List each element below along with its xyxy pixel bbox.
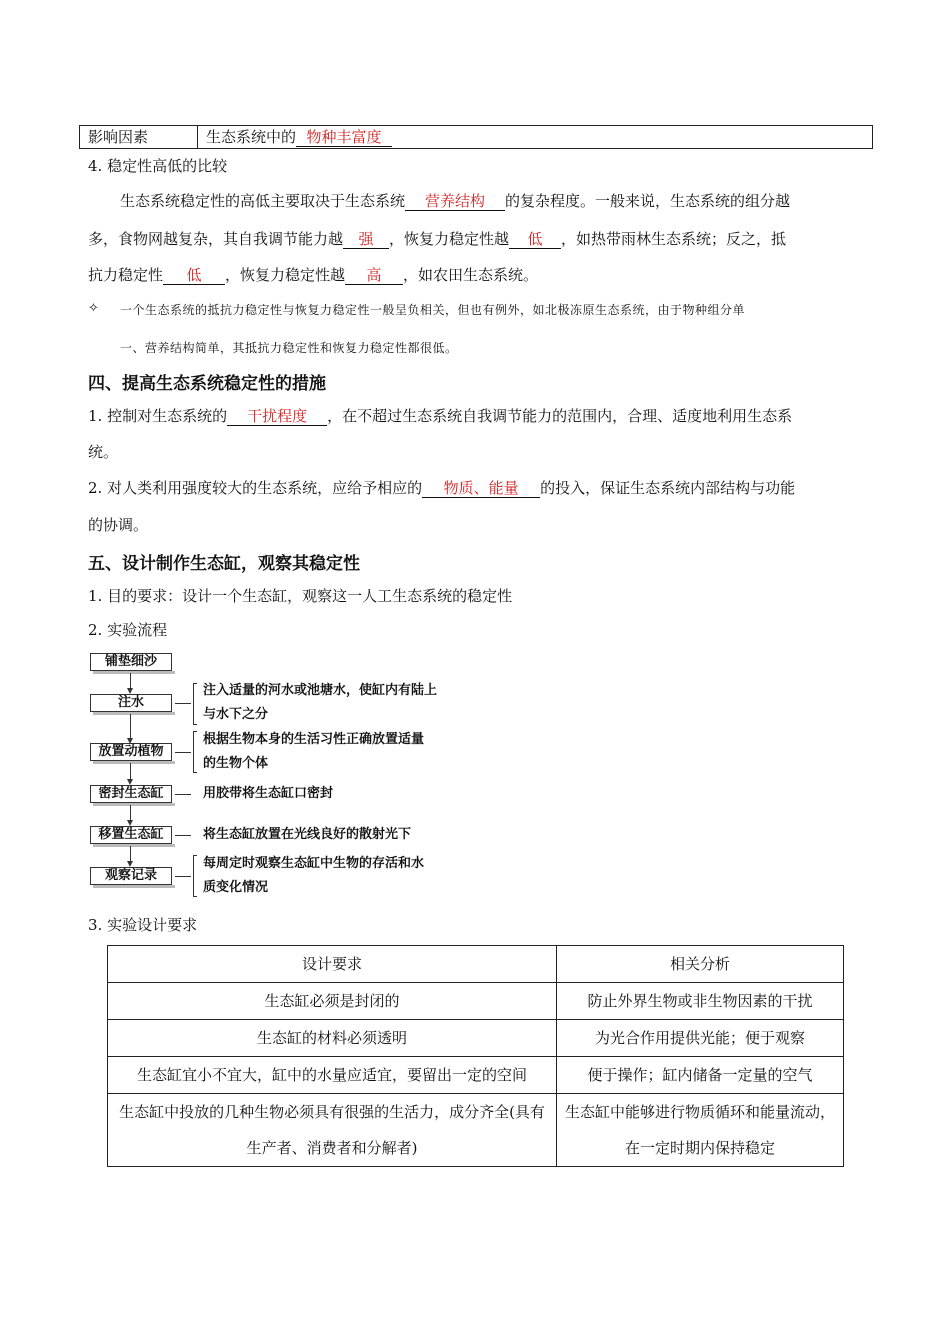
- design-requirements-title: 3. 实验设计要求: [88, 916, 198, 934]
- table-cell: 为光合作用提供光能；便于观察: [557, 1020, 844, 1057]
- table-cell: 生态缸宜小不宜大，缸中的水量应适宜，要留出一定的空间: [108, 1057, 557, 1094]
- flow-arrow: [130, 805, 131, 824]
- section-4-title: 4. 稳定性高低的比较: [88, 157, 228, 175]
- text-segment: ，恢复力稳定性越: [389, 230, 510, 248]
- text-segment: 生态系统稳定性的高低主要取决于生态系统: [120, 192, 406, 210]
- flow-arrow: [130, 673, 131, 692]
- text-segment: 的投入，保证生态系统内部结构与功能: [540, 479, 796, 497]
- note-line-2: 一、营养结构简单，其抵抗力稳定性和恢复力稳定性都很低。: [120, 341, 458, 355]
- flow-connector: [175, 876, 191, 877]
- flow-step-sand: 铺垫细沙: [90, 653, 172, 671]
- note-icon: ✧: [88, 301, 100, 316]
- table-cell: 生态缸中能够进行物质循环和能量流动，在一定时期内保持稳定: [557, 1094, 844, 1167]
- text-segment: ，如热带雨林生态系统；反之，抵: [561, 230, 787, 248]
- table-cell: 防止外界生物或非生物因素的干扰: [557, 983, 844, 1020]
- measure-1-line-1: [88, 405, 792, 426]
- flow-step-seal: 密封生态缸: [90, 785, 172, 803]
- measure-2-line-1: [88, 477, 795, 498]
- table-row: [108, 1094, 844, 1167]
- answer-blank-matter-energy: 物质、能量: [422, 480, 540, 498]
- table-header: 相关分析: [557, 946, 844, 983]
- heading-design-eco-tank: 五、设计制作生态缸，观察其稳定性: [88, 554, 360, 574]
- answer-blank-interference: 干扰程度: [227, 408, 327, 426]
- flow-connector: [175, 794, 191, 795]
- flow-step-place-organisms: 放置动植物: [90, 743, 172, 761]
- influence-factor-value: [198, 126, 392, 148]
- flow-bracket: [193, 731, 197, 773]
- flow-connector: [175, 752, 191, 753]
- table-row: [108, 1057, 844, 1094]
- flow-connector: [175, 835, 191, 836]
- flow-desc-water-2: 与水下之分: [203, 707, 269, 722]
- text-segment: 多，食物网越复杂，其自我调节能力越: [88, 230, 344, 248]
- heading-improve-stability: 四、提高生态系统稳定性的措施: [88, 374, 326, 394]
- influence-prefix: 生态系统中的: [206, 128, 297, 146]
- answer-blank-low-2: 低: [163, 267, 225, 285]
- flow-arrow: [130, 763, 131, 783]
- flow-step-water: 注水: [90, 694, 172, 712]
- measure-2-line-2: 的协调。: [88, 516, 149, 534]
- flow-desc-move: 将生态缸放置在光线良好的散射光下: [203, 827, 412, 842]
- flow-bracket: [193, 855, 197, 897]
- flow-arrow: [130, 846, 131, 865]
- answer-blank-nutrition-structure: 营养结构: [405, 193, 505, 211]
- note-line-1: 一个生态系统的抵抗力稳定性与恢复力稳定性一般呈负相关，但也有例外，如北极冻原生态系统，由于物种组分单: [120, 303, 746, 317]
- table-cell: 生态缸必须是封闭的: [108, 983, 557, 1020]
- flow-step-move: 移置生态缸: [90, 826, 172, 844]
- flow-desc-observe-2: 质变化情况: [203, 880, 269, 895]
- table-row: [108, 983, 844, 1020]
- design-requirements-table: [107, 945, 844, 1167]
- answer-blank-low-1: 低: [509, 231, 561, 249]
- influence-factor-table: [79, 125, 873, 149]
- text-segment: 抗力稳定性: [88, 266, 164, 284]
- experiment-flow-title: 2. 实验流程: [88, 621, 168, 639]
- text-segment: 的复杂程度。一般来说，生态系统的组分越: [505, 192, 791, 210]
- purpose-requirement: 1. 目的要求：设计一个生态缸，观察这一人工生态系统的稳定性: [88, 587, 513, 605]
- paragraph-line-3: [88, 264, 538, 285]
- text-segment: 2. 对人类利用强度较大的生态系统，应给予相应的: [88, 479, 423, 497]
- flow-bracket: [193, 683, 197, 725]
- flow-desc-water-1: 注入适量的河水或池塘水，使缸内有陆上: [203, 683, 438, 698]
- influence-factor-label: 影响因素: [80, 126, 198, 148]
- paragraph-line-1: [120, 190, 790, 211]
- answer-blank-strong: 强: [343, 231, 389, 249]
- answer-blank-species-richness: 物种丰富度: [296, 129, 392, 147]
- flow-desc-place-1: 根据生物本身的生活习性正确放置适量: [203, 732, 425, 747]
- text-segment: ，如农田生态系统。: [403, 266, 539, 284]
- flow-desc-place-2: 的生物个体: [203, 756, 269, 771]
- text-segment: ，在不超过生态系统自我调节能力的范围内，合理、适度地利用生态系: [327, 407, 793, 425]
- table-header-row: [108, 946, 844, 983]
- flow-connector: [175, 703, 191, 704]
- paragraph-line-2: [88, 228, 786, 249]
- table-cell: 便于操作；缸内储备一定量的空气: [557, 1057, 844, 1094]
- flow-desc-observe-1: 每周定时观察生态缸中生物的存活和水: [203, 856, 425, 871]
- text-segment: 1. 控制对生态系统的: [88, 407, 228, 425]
- table-header: 设计要求: [108, 946, 557, 983]
- measure-1-line-2: 统。: [88, 443, 119, 461]
- flow-arrow: [130, 714, 131, 742]
- table-cell: 生态缸的材料必须透明: [108, 1020, 557, 1057]
- flow-desc-seal: 用胶带将生态缸口密封: [203, 786, 334, 801]
- table-cell: 生态缸中投放的几种生物必须具有很强的生活力，成分齐全(具有生产者、消费者和分解者): [108, 1094, 557, 1167]
- answer-blank-high: 高: [345, 267, 403, 285]
- text-segment: ，恢复力稳定性越: [225, 266, 346, 284]
- table-row: [108, 1020, 844, 1057]
- flow-step-observe: 观察记录: [90, 867, 172, 885]
